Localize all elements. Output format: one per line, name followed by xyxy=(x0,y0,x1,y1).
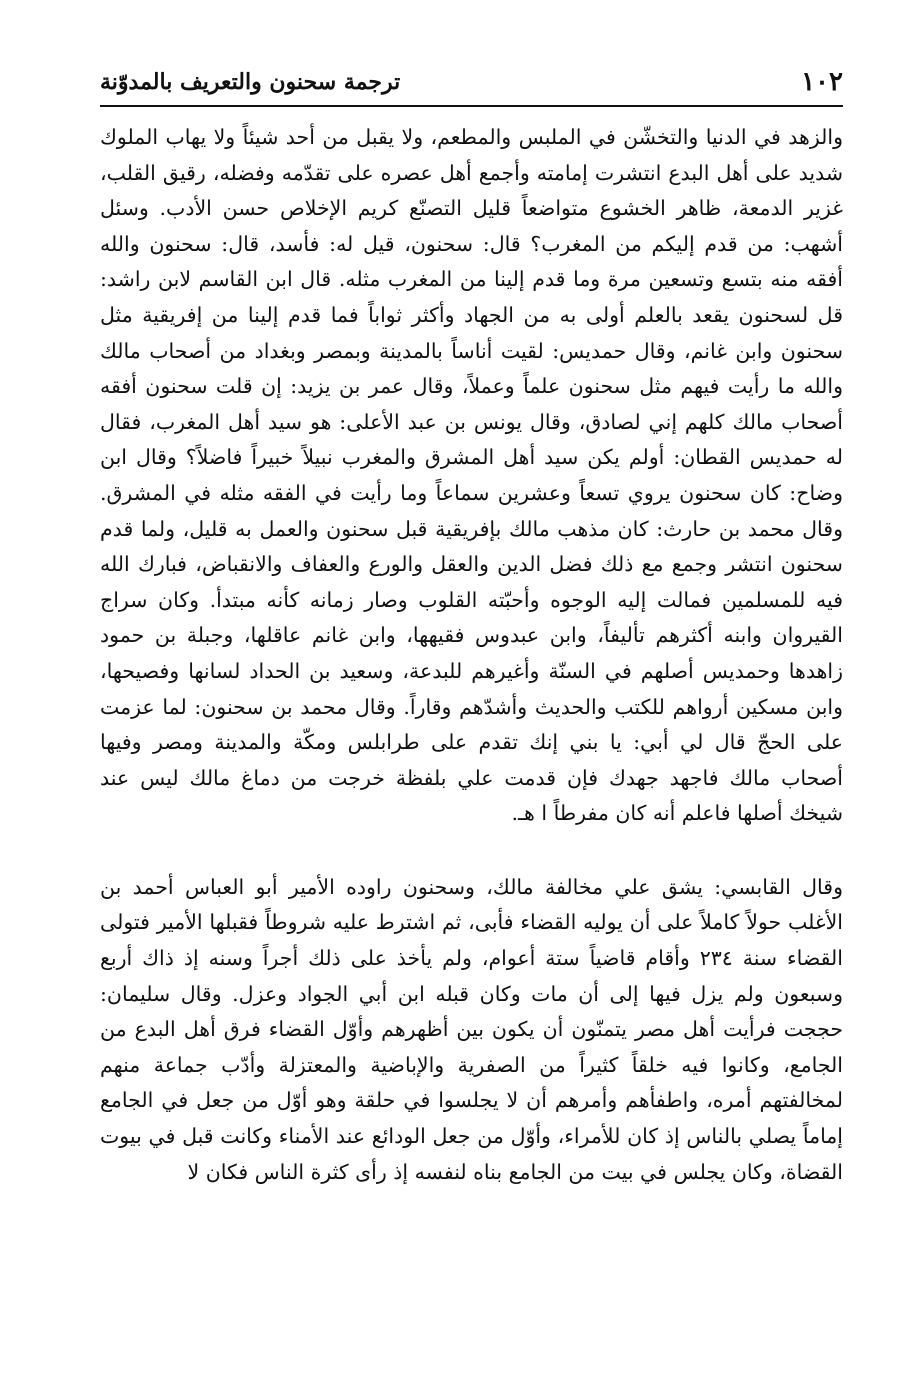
running-title: ترجمة سحنون والتعريف بالمدوّنة xyxy=(100,69,401,95)
page-body xyxy=(100,120,843,1190)
paragraph-2: وقال القابسي: يشق علي مخالفة مالك، وسحنون راوده الأمير أبو العباس أحمد بن الأغلب حولاً كاملاً على أن يوليه القضاء فأبى، ثم اشترط عليه شروطاً فقبلها الأمير فتولى القضاء سنة ٢٣٤ وأقام قاضياً ستة أعوام، ولم يأخذ على ذلك أجراً وسنه إذ ذاك أربع وسبعون ولم يزل فيها إلى أن مات وكان قبله ابن أبي الجواد وعزل. وقال سليمان: حججت فرأيت أهل مصر يتمنّون أن يكون بين أظهرهم وأوّل القضاء فرق أهل البدع من الجامع، وكانوا فيه خلقاً كثيراً من الصفرية والإباضية والمعتزلة وأدّب جماعة منهم لمخالفتهم أمره، واطفأهم وأمرهم أن لا يجلسوا في حلقة وهو أوّل من جعل في الجامع إماماً يصلي بالناس إذ كان للأمراء، وأوّل من جعل الودائع عند الأمناء وكانت قبل في بيوت القضاة، وكان يجلس في بيت من الجامع بناه لنفسه إذ رأى كثرة الناس فكان لا xyxy=(100,874,843,1184)
header-divider xyxy=(100,105,843,107)
page-number: ١٠٢ xyxy=(801,67,843,97)
paragraph-1: والزهد في الدنيا والتخشّن في الملبس والمطعم، ولا يقبل من أحد شيئاً ولا يهاب الملوك شديد على أهل البدع انتشرت إمامته وأجمع أهل عصره على تقدّمه وفضله، رقيق القلب، غزير الدمعة، ظاهر الخشوع متواضعاً قليل التصنّع كريم الإخلاص حسن الأدب. وسئل أشهب: من قدم إليكم من المغرب؟ قال: سحنون، قيل له: فأسد، قال: سحنون والله أفقه منه بتسع وتسعين مرة وما قدم إلينا من المغرب مثله. قال ابن القاسم لابن راشد: قل لسحنون يقعد بالعلم أولى به من الجهاد وأكثر ثواباً فما قدم إلينا من إفريقية مثل سحنون وابن غانم، وقال حمديس: لقيت أناساً بالمدينة وبمصر وبغداد من أصحاب مالك والله ما رأيت فيهم مثل سحنون علماً وعملاً، وقال عمر بن يزيد: إن قلت سحنون أفقه أصحاب مالك كلهم إني لصادق، وقال يونس بن عبد الأعلى: هو سيد أهل المغرب، فقال له حمديس القطان: أولم يكن سيد أهل المشرق والمغرب نبيلاً خبيراً فاضلاً؟ وقال ابن وضاح: كان سحنون يروي تسعاً وعشرين سماعاً وما رأيت في الفقه مثله في المشرق. وقال محمد بن حارث: كان مذهب مالك بإفريقية قبل سحنون والعمل به قليل، ولما قدم سحنون انتشر وجمع مع ذلك فضل الدين والعقل والورع والعفاف والانقباض، فبارك الله فيه للمسلمين فمالت إليه الوجوه وأحبّته القلوب وصار زمانه كأنه مبتدأ. وكان سراج القيروان وابنه أكثرهم تأليفاً، وابن عبدوس فقيهها، وابن غانم عاقلها، وجبلة بن حمود زاهدها وحمديس أصلهم في السنّة وأغيرهم للبدعة، وسعيد بن الحداد لسانها وفصيحها، وابن مسكين أرواهم للكتب والحديث وأشدّهم وقاراً. وقال محمد بن سحنون: لما عزمت على الحجّ قال لي أبي: يا بني إنك تقدم على طرابلس ومكّة والمدينة ومصر وفيها أصحاب مالك فاجهد جهدك فإن قدمت علي بلفظة خرجت من دماغ مالك ليس عند شيخك أصلها فاعلم أنه كان مفرطاً ا هـ. xyxy=(100,125,843,826)
page-header xyxy=(100,62,843,102)
